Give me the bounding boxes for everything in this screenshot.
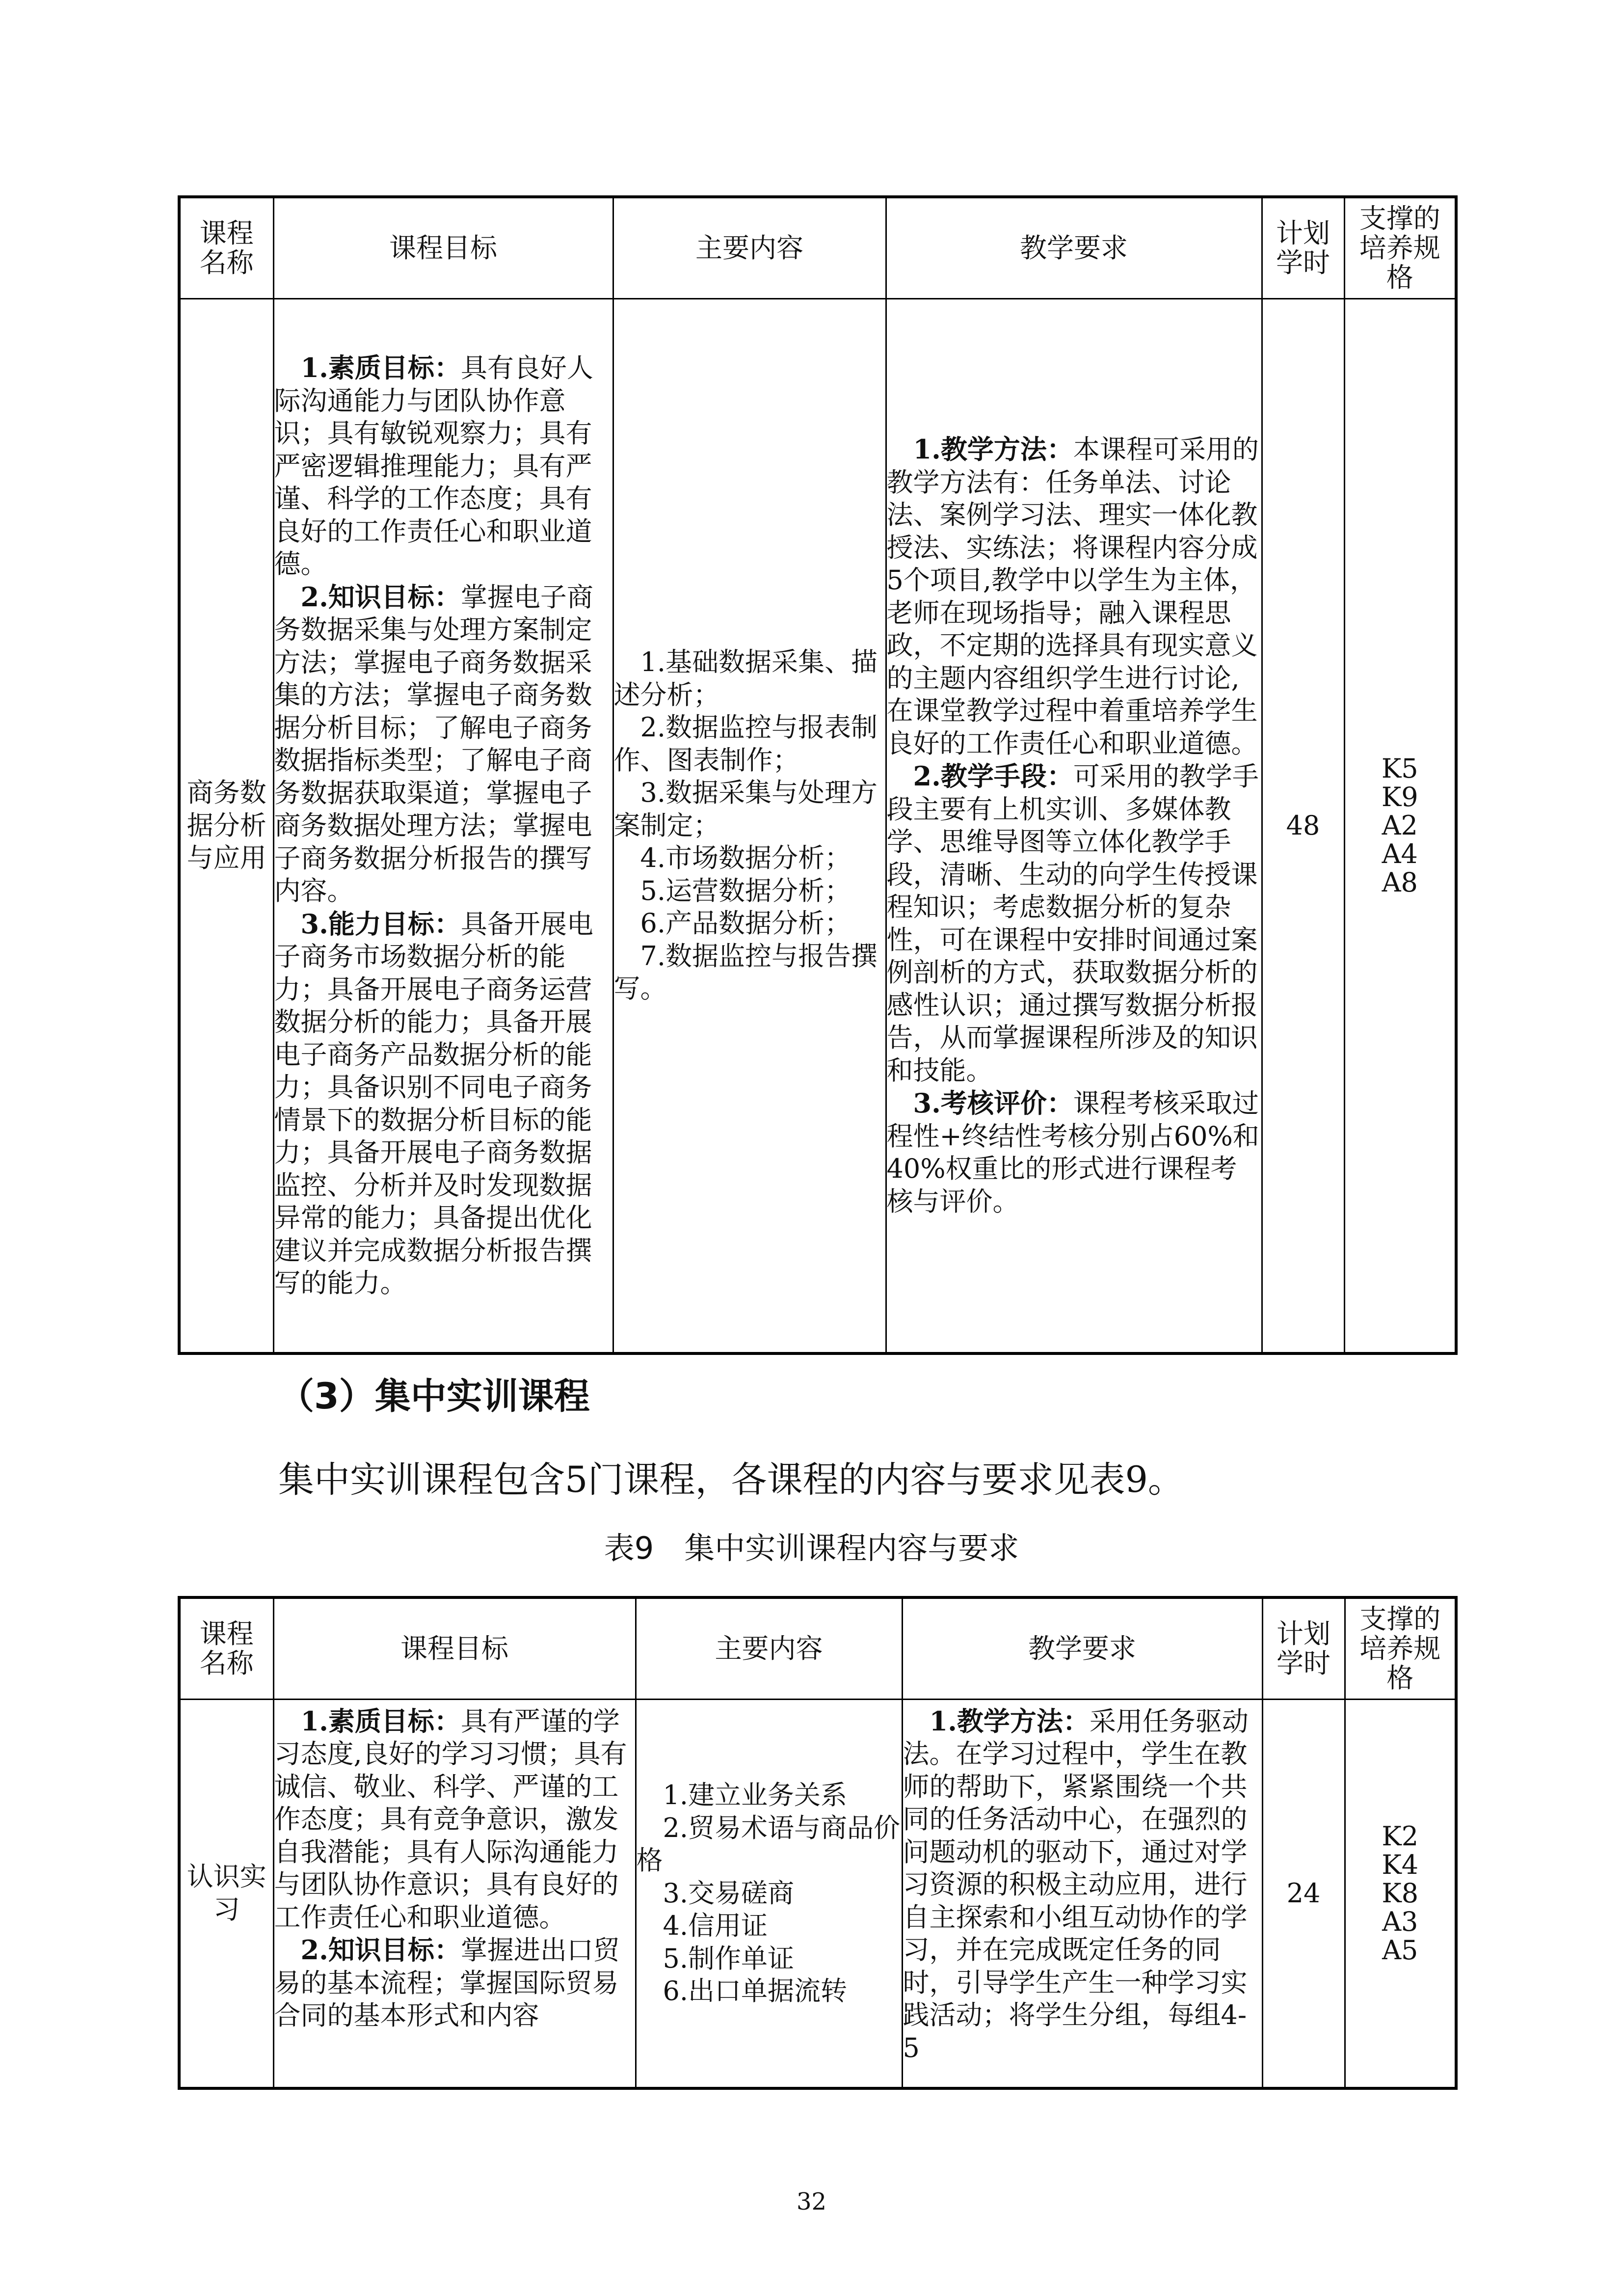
main-content-cell bbox=[613, 298, 886, 1353]
content-item: 2.贸易术语与商品价格 bbox=[636, 1812, 901, 1876]
header-main-content: 主要内容 bbox=[613, 197, 886, 298]
spec-code: K9 bbox=[1381, 781, 1418, 812]
planned-hours-cell: 24 bbox=[1262, 1699, 1345, 2088]
req-paragraph: 1.教学方法：本课程可采用的教学方法有：任务单法、讨论法、案例学习法、理实一体化教授法、实练法；将课程内容分成5个项目,教学中以学生为主体，老师在现场指导；融入课程思政，不定期的选择具有现实意义的主题内容组织学生进行讨论,在课堂教学过程中着重培养学生良好的工作责任心和职业道德。 bbox=[886, 433, 1259, 759]
planned-hours-cell: 48 bbox=[1262, 298, 1344, 1353]
goal-paragraph: 1.素质目标：具有严谨的学习态度,良好的学习习惯；具有诚信、敬业、科学、严谨的工作态度；具有竞争意识，激发自我潜能；具有人际沟通能力与团队协作意识；具有良好的工作责任心和职业道德。 bbox=[274, 1705, 627, 1933]
content-item: 4.市场数据分析； bbox=[640, 842, 851, 873]
req-paragraph: 2.教学手段：可采用的教学手段主要有上机实训、多媒体教学、思维导图等立体化教学手段，清晰、生动的向学生传授课程知识；考虑数据分析的复杂性，可在课程中安排时间通过案例剖析的方式，获取数据分析的感性认识；通过撰写数据分析报告，从而掌握课程所涉及的知识和技能。 bbox=[886, 760, 1259, 1086]
req-paragraph: 1.教学方法：采用任务驱动法。在学习过程中，学生在教师的帮助下，紧紧围绕一个共同的任务活动中心，在强烈的问题动机的驱动下，通过对学习资源的积极主动应用，进行自主探索和小组互动协作的学习，并在完成既定任务的同时，引导学生产生一种学习实践活动；将学生分组，每组4-5 bbox=[903, 1705, 1249, 2063]
header-teaching-req: 教学要求 bbox=[886, 197, 1262, 298]
goal-paragraph: 3.能力目标：具备开展电子商务市场数据分析的能力；具备开展电子商务运营数据分析的能力；具备开展电子商务产品数据分析的能力；具备识别不同电子商务情景下的数据分析目标的能力；具备开展电子商务数据监控、分析并及时发现数据异常的能力；具备提出优化建议并完成数据分析报告撰写的能力。 bbox=[274, 908, 593, 1298]
content-item: 1.基础数据采集、描述分析； bbox=[613, 647, 878, 710]
spec-code: A3 bbox=[1382, 1906, 1418, 1937]
course-name-cell: 认识实习 bbox=[179, 1699, 273, 2088]
section-title: （3）集中实训课程 bbox=[278, 1376, 590, 1417]
req-paragraph: 3.考核评价：课程考核采取过程性+终结性考核分别占60%和40%权重比的形式进行课程考核与评价。 bbox=[886, 1087, 1259, 1217]
intro-paragraph: 集中实训课程包含5门课程，各课程的内容与要求见表9。 bbox=[278, 1459, 1184, 1501]
table-caption: 表9 集中实训课程内容与要求 bbox=[604, 1530, 1019, 1566]
spec-code: K5 bbox=[1381, 753, 1418, 784]
header-supported-spec: 支撑的培养规格 bbox=[1345, 1597, 1456, 1699]
content-item: 3.交易磋商 bbox=[663, 1877, 795, 1909]
page-number: 32 bbox=[796, 2188, 827, 2215]
supported-spec-cell bbox=[1345, 1699, 1456, 2088]
content-item: 7.数据监控与报告撰写。 bbox=[613, 940, 878, 1004]
content-item: 5.制作单证 bbox=[663, 1943, 795, 1974]
main-content-cell bbox=[636, 1699, 902, 2088]
header-planned-hours: 计划学时 bbox=[1262, 1597, 1345, 1699]
header-course-goal: 课程目标 bbox=[273, 1597, 636, 1699]
header-course-name: 课程名称 bbox=[179, 197, 273, 298]
content-item: 1.建立业务关系 bbox=[663, 1780, 848, 1810]
course-name-cell: 商务数据分析与应用 bbox=[179, 298, 273, 1353]
goal-paragraph: 1.素质目标：具有良好人际沟通能力与团队协作意识；具有敏锐观察力；具有严密逻辑推理能力；具有严谨、科学的工作态度；具有良好的工作责任心和职业道德。 bbox=[274, 352, 593, 579]
course-goal-cell bbox=[273, 298, 613, 1353]
header-planned-hours: 计划学时 bbox=[1262, 197, 1344, 298]
spec-code: K8 bbox=[1382, 1877, 1419, 1909]
spec-code: A8 bbox=[1382, 866, 1418, 898]
content-item: 2.数据监控与报表制作、图表制作； bbox=[613, 712, 878, 776]
teaching-req-cell bbox=[886, 298, 1262, 1353]
content-item: 4.信用证 bbox=[663, 1910, 768, 1941]
course-table-2 bbox=[178, 1596, 1458, 2090]
spec-code: K2 bbox=[1382, 1820, 1419, 1852]
spec-code: K4 bbox=[1382, 1849, 1419, 1880]
content-item: 6.产品数据分析； bbox=[640, 908, 851, 939]
content-item: 5.运营数据分析； bbox=[640, 875, 851, 906]
table-header-row bbox=[179, 197, 1456, 298]
header-course-goal: 课程目标 bbox=[273, 197, 613, 298]
table-row bbox=[179, 1699, 1456, 2088]
header-course-name: 课程名称 bbox=[179, 1597, 273, 1699]
goal-paragraph: 2.知识目标：掌握电子商务数据采集与处理方案制定方法；掌握电子商务数据采集的方法；掌握电子商务数据分析目标；了解电子商务数据指标类型；了解电子商务数据获取渠道；掌握电子商务数据处理方法；掌握电子商务数据分析报告的撰写内容。 bbox=[274, 581, 593, 906]
teaching-req-cell bbox=[902, 1699, 1262, 2088]
header-teaching-req: 教学要求 bbox=[902, 1597, 1262, 1699]
table-header-row bbox=[179, 1597, 1456, 1699]
spec-code: A5 bbox=[1382, 1934, 1418, 1966]
course-goal-cell bbox=[273, 1699, 636, 2088]
table-row bbox=[179, 298, 1456, 1353]
goal-paragraph: 2.知识目标：掌握进出口贸易的基本流程；掌握国际贸易合同的基本形式和内容 bbox=[274, 1934, 620, 2031]
course-table-1 bbox=[178, 195, 1458, 1355]
content-item: 6.出口单据流转 bbox=[663, 1975, 848, 2006]
supported-spec-cell bbox=[1344, 298, 1456, 1353]
header-supported-spec: 支撑的培养规格 bbox=[1344, 197, 1456, 298]
content-item: 3.数据采集与处理方案制定； bbox=[613, 777, 878, 841]
spec-code: A4 bbox=[1382, 838, 1418, 869]
spec-code: A2 bbox=[1382, 810, 1418, 841]
header-main-content: 主要内容 bbox=[636, 1597, 902, 1699]
